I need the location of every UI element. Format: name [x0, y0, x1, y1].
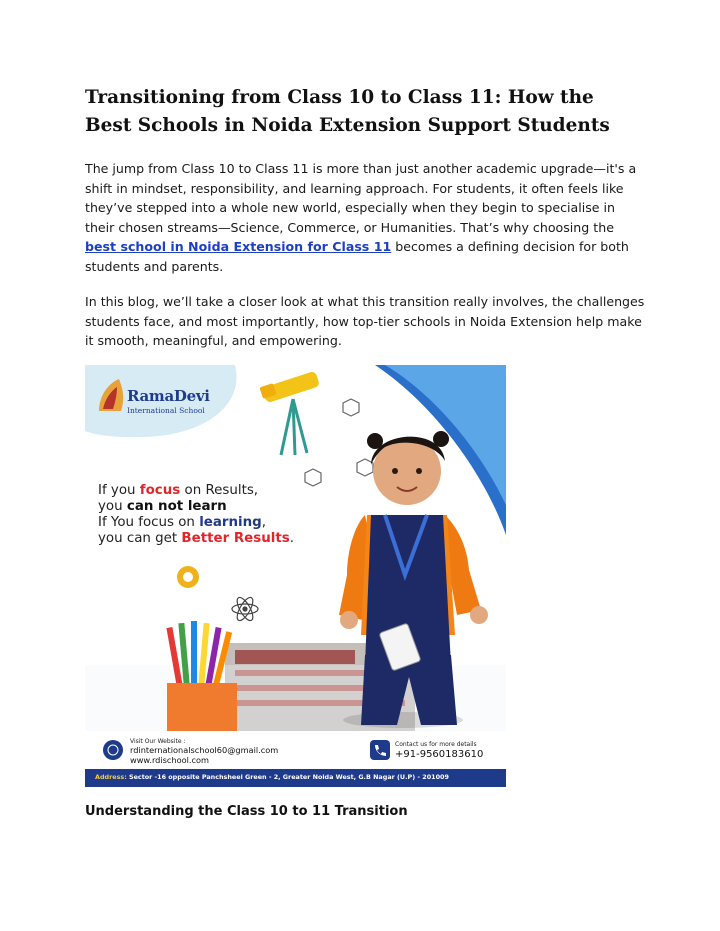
- school-link[interactable]: best school in Noida Extension for Class 11: [85, 239, 392, 254]
- website-label: Visit Our Website :: [130, 738, 186, 745]
- blog-overview-paragraph: In this blog, we’ll take a closer look at what this transition really involves, the challenges students face, and most importantly, how top-tier schools in Noida Extension help make it smooth, meaningful, and empowering.: [85, 294, 645, 348]
- phone-number: +91-9560183610: [395, 749, 484, 760]
- section-heading: Understanding the Class 10 to 11 Transition: [85, 804, 408, 819]
- intro-paragraph: [85, 159, 645, 276]
- globe-icon: [103, 740, 123, 760]
- logo-name: RamaDevi: [127, 387, 210, 405]
- intro-text-end: becomes a defining decision for both students and parents.: [85, 239, 629, 274]
- phone-icon: [370, 740, 390, 760]
- intro-text-start: The jump from Class 10 to Class 11 is more than just another academic upgrade—it's a shift in mindset, responsibility, and learning approach. For students, it often feels like they’ve stepped into a whole new world, especially when they begin to specialise in their chosen streams—Science, Commerce, or Humanities. That’s why choosing the: [85, 161, 637, 235]
- poster-artwork: [85, 365, 506, 787]
- school-poster-image: [85, 365, 506, 787]
- contact-label: Contact us for more details: [395, 741, 477, 748]
- address-bar: [85, 769, 506, 787]
- website-text: www.rdischool.com: [130, 755, 209, 765]
- poster-quote: If you focus on Results, you can not learn If You focus on learning, you can get Better Results.: [98, 483, 294, 546]
- address-text: Address: Sector -16 opposite Panchsheel Green - 2, Greater Noida West, G.B Nagar (U.P) - 201009: [95, 773, 449, 781]
- logo-subtitle: International School: [127, 406, 205, 415]
- article-title: Transitioning from Class 10 to Class 11: How the Best Schools in Noida Extension Support Students: [85, 87, 610, 136]
- email-text: rdinternationalschool60@gmail.com: [130, 745, 279, 755]
- gear-icon: [177, 566, 199, 588]
